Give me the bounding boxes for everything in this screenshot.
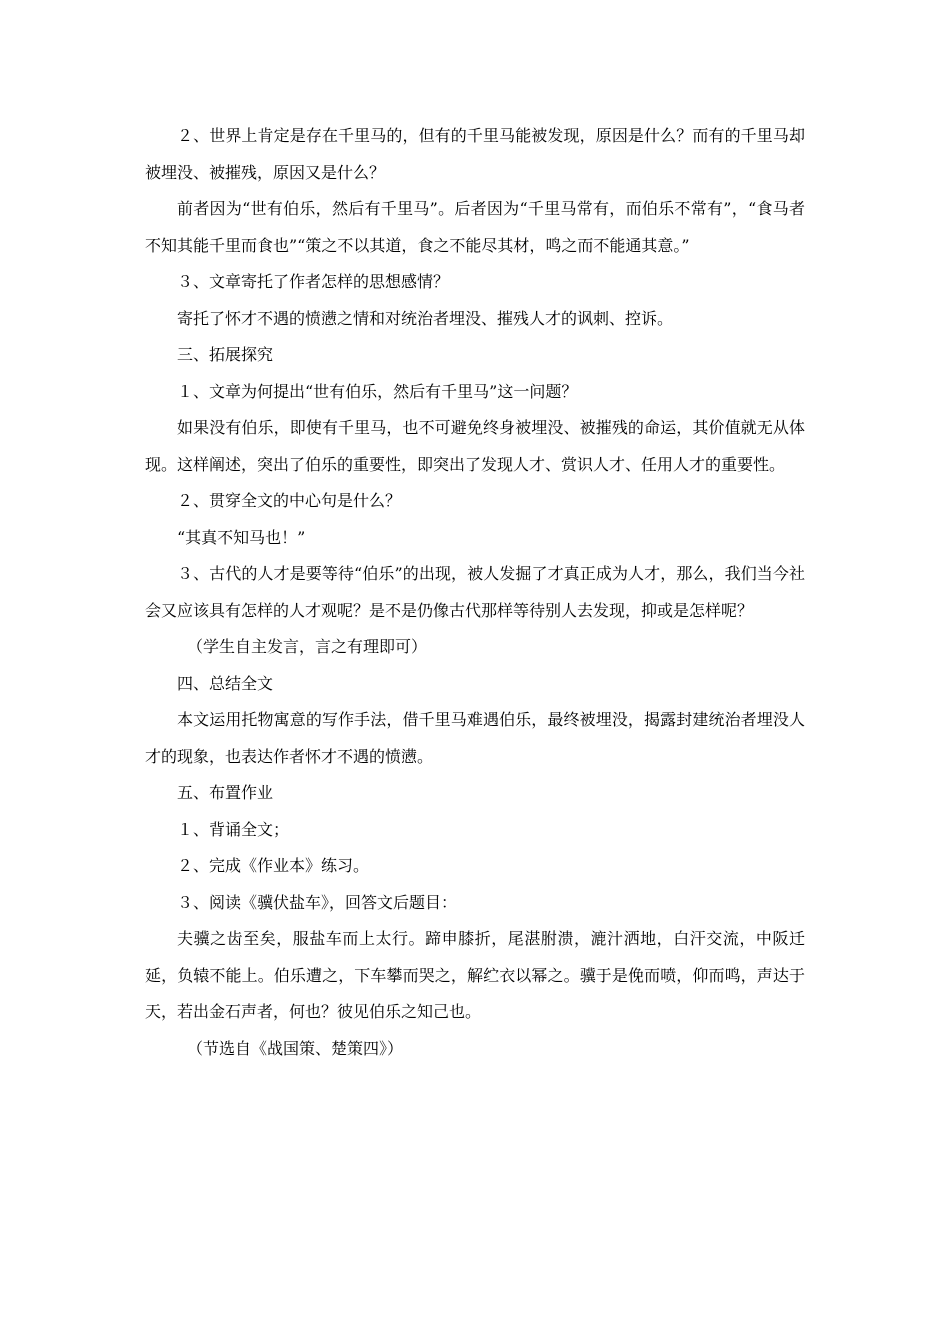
section-heading-extension: 三、拓展探究 — [177, 345, 274, 364]
answer-2: 前者因为“世有伯乐，然后有千里马”。后者因为“千里马常有，而伯乐不常有”，“食马者不知其能千里而食也”“策之不以其道，食之不能尽其材，鸣之而不能通其意。” — [145, 199, 805, 255]
homework-item-1: １、背诵全文； — [177, 819, 290, 839]
section-heading-summary: 四、总结全文 — [177, 673, 274, 693]
extension-note: （学生自主发言，言之有理即可） — [187, 637, 428, 656]
extension-answer-2: “其真不知马也！” — [177, 527, 306, 547]
section-heading-homework: 五、布置作业 — [177, 783, 274, 802]
reading-passage: 夫骥之齿至矣，服盐车而上太行。蹄申膝折，尾湛胕溃，漉汁洒地，白汗交流，中阪迁延，负辕不能上。伯乐遭之，下车攀而哭之，解纻衣以幂之。骥于是俛而喷，仰而鸣，声达于天，若出金石声者，何也？彼见伯乐之知己也。 — [145, 929, 805, 1021]
question-3: ３、文章寄托了作者怎样的思想感情？ — [177, 272, 450, 291]
extension-answer-1: 如果没有伯乐，即使有千里马，也不可避免终身被埋没、被摧残的命运，其价值就无从体现。这样阐述，突出了伯乐的重要性，即突出了发现人才、赏识人才、任用人才的重要性。 — [145, 418, 805, 474]
passage-source: （节选自《战国策、楚策四》） — [187, 1038, 404, 1058]
question-2: ２、世界上肯定是存在千里马的，但有的千里马能被发现，原因是什么？而有的千里马却被埋没、被摧残，原因又是什么？ — [145, 126, 805, 182]
homework-item-2: ２、完成《作业本》练习。 — [177, 856, 370, 875]
document-body — [145, 118, 805, 1067]
extension-question-2: ２、贯穿全文的中心句是什么？ — [177, 491, 402, 510]
extension-question-3: ３、古代的人才是要等待“伯乐”的出现，被人发掘了才真正成为人才，那么，我们当今社会又应该具有怎样的人才观呢？是不是仍像古代那样等待别人去发现，抑或是怎样呢？ — [145, 564, 805, 620]
summary-text: 本文运用托物寓意的写作手法，借千里马难遇伯乐，最终被埋没，揭露封建统治者埋没人才的现象，也表达作者怀才不遇的愤懑。 — [145, 710, 805, 766]
answer-3: 寄托了怀才不遇的愤懑之情和对统治者埋没、摧残人才的讽刺、控诉。 — [177, 308, 674, 328]
homework-item-3: ３、阅读《骥伏盐车》，回答文后题目： — [177, 892, 458, 912]
extension-question-1: １、文章为何提出“世有伯乐，然后有千里马”这一问题？ — [177, 381, 578, 401]
